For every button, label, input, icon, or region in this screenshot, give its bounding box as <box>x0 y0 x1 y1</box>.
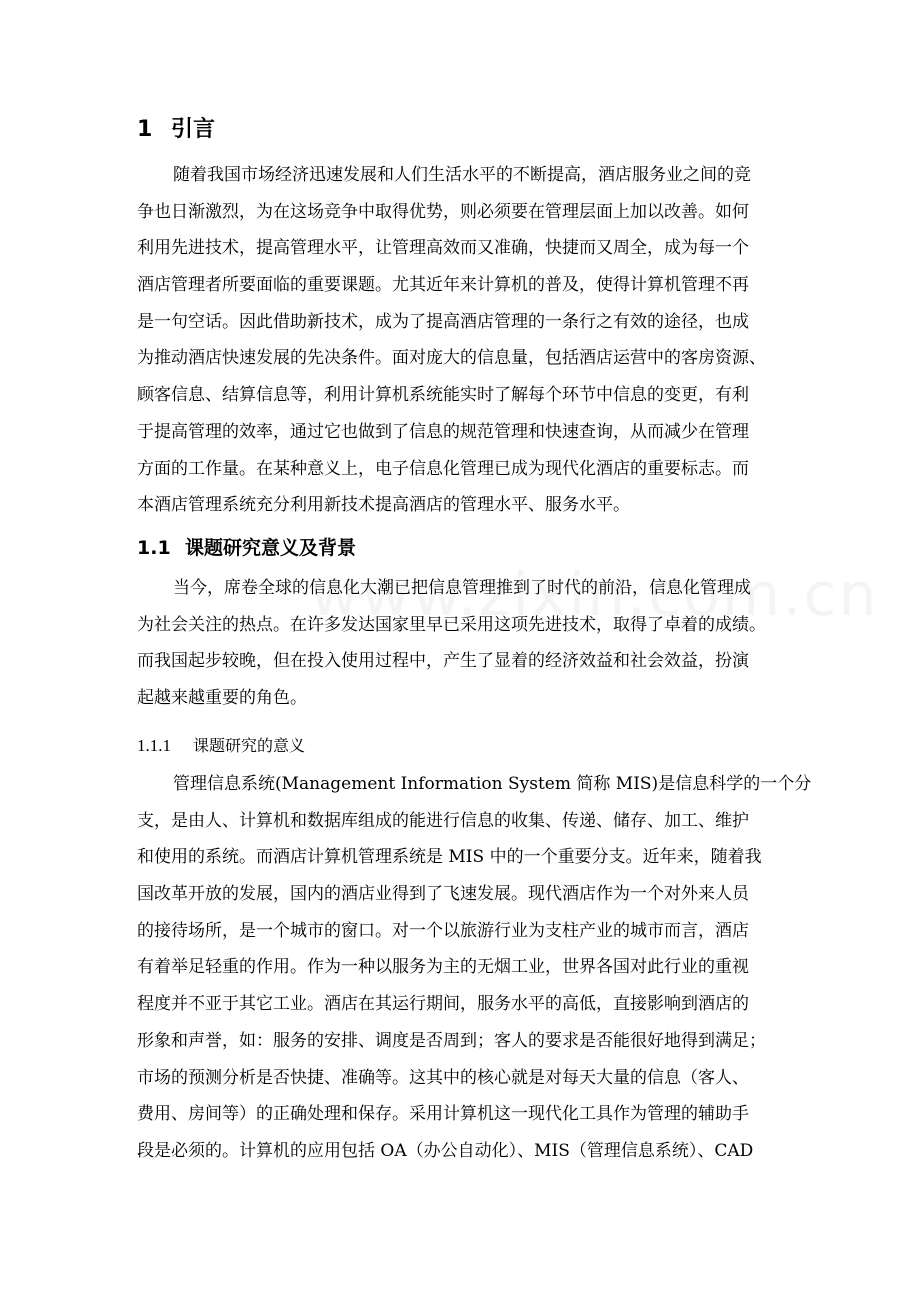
section-number: 1.1.1 <box>137 736 171 755</box>
text-line: 段是必须的。计算机的应用包括 OA（办公自动化）、MIS（管理信息系统）、CAD <box>137 1140 754 1161</box>
section-heading-1-1-1 <box>137 726 305 766</box>
section-title: 引言 <box>171 117 216 142</box>
text-line: 支，是由人、计算机和数据库组成的能进行信息的收集、传递、储存、加工、维护 <box>137 810 749 831</box>
text-line: 顾客信息、结算信息等，利用计算机系统能实时了解每个环节中信息的变更，有利 <box>137 385 749 406</box>
text-line: 于提高管理的效率，通过它也做到了信息的规范管理和快速查询，从而减少在管理 <box>137 421 749 442</box>
paragraph-intro <box>137 157 787 524</box>
section-number: 1.1 <box>137 537 171 559</box>
text-line: 是一句空话。因此借助新技术，成为了提高酒店管理的一条行之有效的途径，也成 <box>137 311 749 332</box>
text-line: 的接待场所，是一个城市的窗口。对一个以旅游行业为支柱产业的城市而言，酒店 <box>137 920 749 941</box>
text-line: 方面的工作量。在某种意义上，电子信息化管理已成为现代化酒店的重要标志。而 <box>137 458 749 479</box>
section-title: 课题研究意义及背景 <box>185 537 357 559</box>
text-line: 管理信息系统(Management Information System 简称 MIS)是信息科学的一个分 <box>173 774 812 794</box>
text-line: 当今，席卷全球的信息化大潮已把信息管理推到了时代的前沿，信息化管理成 <box>173 578 751 598</box>
text-line: 国改革开放的发展，国内的酒店业得到了飞速发展。现代酒店作为一个对外来人员 <box>137 884 749 905</box>
text-line: 为推动酒店快速发展的先决条件。面对庞大的信息量，包括酒店运营中的客房资源、 <box>137 348 766 369</box>
text-line: 为社会关注的热点。在许多发达国家里早已采用这项先进技术，取得了卓着的成绩。 <box>137 614 766 635</box>
section-number: 1 <box>137 117 153 142</box>
section-heading-1 <box>137 110 215 150</box>
text-line: 有着举足轻重的作用。作为一种以服务为主的无烟工业，世界各国对此行业的重视 <box>137 957 749 978</box>
text-line: 市场的预测分析是否快捷、准确等。这其中的核心就是对每天大量的信息（客人、 <box>137 1067 749 1088</box>
section-title: 课题研究的意义 <box>193 736 306 755</box>
text-line: 争也日渐激烈，为在这场竞争中取得优势，则必须要在管理层面上加以改善。如何 <box>137 201 749 222</box>
text-line: 起越来越重要的角色。 <box>137 688 307 709</box>
text-line: 而我国起步较晚，但在投入使用过程中，产生了显着的经济效益和社会效益，扮演 <box>137 651 749 672</box>
paragraph-background <box>137 570 787 717</box>
paragraph-significance <box>137 766 812 1170</box>
text-line: 程度并不亚于其它工业。酒店在其运行期间，服务水平的高低，直接影响到酒店的 <box>137 994 749 1015</box>
text-line: 形象和声誉，如：服务的安排、调度是否周到；客人的要求是否能很好地得到满足； <box>137 1030 766 1051</box>
text-line: 利用先进技术，提高管理水平，让管理高效而又准确，快捷而又周全，成为每一个 <box>137 238 749 259</box>
text-line: 和使用的系统。而酒店计算机管理系统是 MIS 中的一个重要分支。近年来，随着我 <box>137 847 762 868</box>
text-line: 酒店管理者所要面临的重要课题。尤其近年来计算机的普及，使得计算机管理不再 <box>137 275 749 296</box>
text-line: 本酒店管理系统充分利用新技术提高酒店的管理水平、服务水平。 <box>137 495 630 516</box>
section-heading-1-1 <box>137 528 356 568</box>
text-line: 随着我国市场经济迅速发展和人们生活水平的不断提高，酒店服务业之间的竞 <box>173 165 751 185</box>
text-line: 费用、房间等）的正确处理和保存。采用计算机这一现代化工具作为管理的辅助手 <box>137 1104 749 1125</box>
